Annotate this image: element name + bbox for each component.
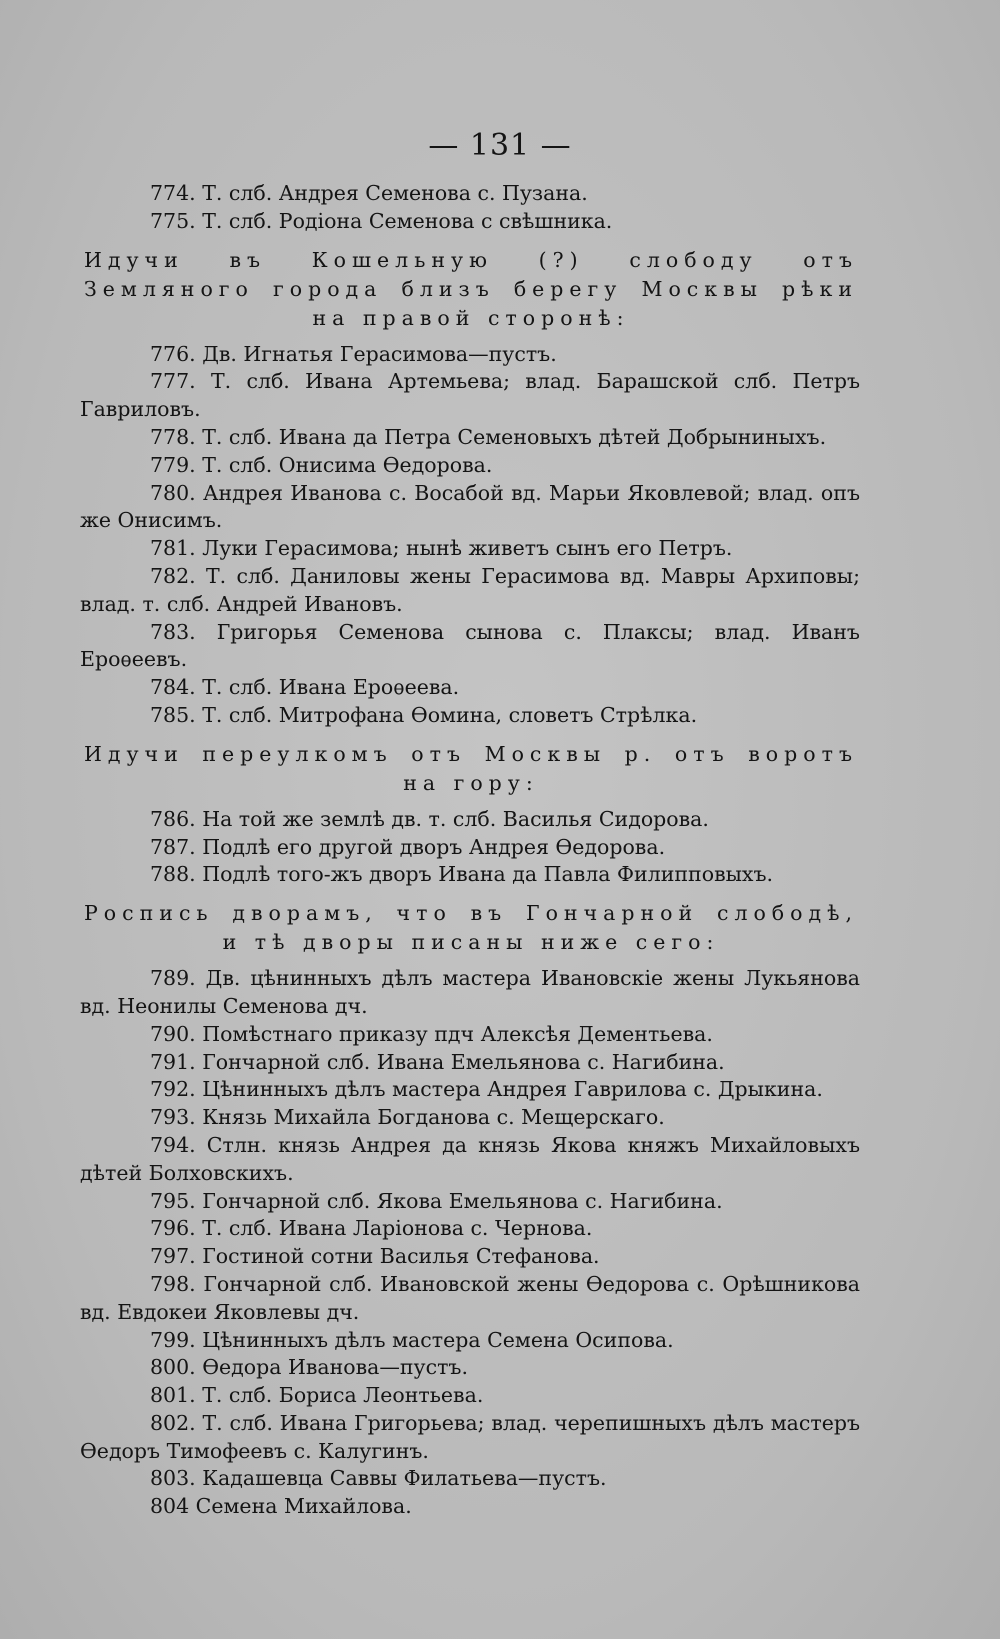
entry-text: Т. слб. Бориса Леонтьева. <box>202 1383 484 1408</box>
entry-791 <box>0 1049 1000 1077</box>
entry-796 <box>0 1215 1000 1243</box>
entry-text: Андрея Иванова с. Восабой вд. Марьи Яковлевой; влад. опъ же Онисимъ. <box>80 480 860 533</box>
entry-number: 792. <box>150 1077 196 1102</box>
entry-text: Ѳедора Иванова—пустъ. <box>202 1355 468 1380</box>
entry-801 <box>0 1382 1000 1410</box>
entry-789 <box>0 965 1000 1021</box>
entry-804 <box>0 1493 1000 1521</box>
entry-number: 785. <box>150 702 196 727</box>
entry-number: 795. <box>150 1188 196 1213</box>
entry-text: Луки Герасимова; нынѣ живетъ сынъ его Петръ. <box>202 536 733 561</box>
entry-text: На той же землѣ дв. т. слб. Василья Сидорова. <box>202 806 709 831</box>
entries-list <box>0 180 1000 1521</box>
entry-text: Кадашевца Саввы Филатьева—пустъ. <box>202 1466 607 1491</box>
entry-790 <box>0 1021 1000 1049</box>
entry-781 <box>0 535 1000 563</box>
entry-777 <box>0 368 1000 424</box>
entry-number: 789. <box>150 966 196 991</box>
entry-number: 774. <box>150 181 196 205</box>
section-heading-goncharnaya: Роспись дворамъ, что въ Гончарной слободѣ, и тѣ дворы писаны ниже сего: <box>84 901 858 955</box>
entry-text: Стлн. князь Андрея да князь Якова княжъ Михайловыхъ дѣтей Болховскихъ. <box>80 1132 860 1185</box>
entry-number: 794. <box>150 1132 196 1157</box>
entry-799 <box>0 1327 1000 1355</box>
entry-784 <box>0 674 1000 702</box>
entry-text: Т. слб. Ивана да Петра Семеновыхъ дѣтей Добрыниныхъ. <box>202 424 827 449</box>
entry-774 <box>0 180 1000 208</box>
entry-text: Т. слб. Андрея Семенова с. Пузана. <box>202 181 588 205</box>
entry-text: Подлѣ того-жъ дворъ Ивана да Павла Филипповыхъ. <box>202 862 774 887</box>
section-heading-pereulok: Идучи переулкомъ отъ Москвы р. отъ воротъ на гору: <box>84 741 858 795</box>
entry-787 <box>0 834 1000 862</box>
entry-803 <box>0 1465 1000 1493</box>
entry-795 <box>0 1188 1000 1216</box>
entry-text: Т. слб. Ивана Ероѳеева. <box>202 675 460 700</box>
entry-783 <box>0 619 1000 675</box>
entry-779 <box>0 452 1000 480</box>
entry-text: Гончарной слб. Ивановской жены Ѳедорова с. Орѣшникова вд. Евдокеи Яковлевы дч. <box>80 1271 860 1324</box>
entry-number: 804 <box>150 1494 190 1519</box>
entry-782 <box>0 563 1000 619</box>
entry-text: Дв. цѣнинныхъ дѣлъ мастера Ивановскіе жены Лукьянова вд. Неонилы Семенова дч. <box>80 966 860 1018</box>
entry-text: Дв. Игнатья Герасимова—пустъ. <box>202 341 557 366</box>
entry-number: 777. <box>150 369 196 394</box>
entry-788 <box>0 861 1000 889</box>
entry-text: Т. слб. Даниловы жены Герасимова вд. Мавры Архиповы; влад. т. слб. Андрей Ивановъ. <box>80 563 860 616</box>
entry-number: 781. <box>150 536 196 561</box>
entry-number: 791. <box>150 1049 196 1074</box>
entry-785 <box>0 702 1000 730</box>
entry-text: Т. слб. Ивана Григорьева; влад. черепишныхъ дѣлъ мастеръ Ѳедоръ Тимофеевъ с. Калугинъ. <box>80 1410 860 1463</box>
entry-number: 799. <box>150 1327 196 1352</box>
entry-text: Подлѣ его другой дворъ Андрея Ѳедорова. <box>202 834 666 859</box>
entry-775 <box>0 208 1000 236</box>
entry-778 <box>0 424 1000 452</box>
entry-792 <box>0 1076 1000 1104</box>
entry-text: Цѣнинныхъ дѣлъ мастера Андрея Гаврилова с. Дрыкина. <box>202 1077 823 1102</box>
entry-text: Т. слб. Ивана Ларіонова с. Чернова. <box>202 1216 593 1241</box>
entry-798 <box>0 1271 1000 1327</box>
entry-786 <box>0 806 1000 834</box>
entry-776 <box>0 341 1000 369</box>
entry-number: 783. <box>150 619 196 644</box>
entry-number: 778. <box>150 424 196 449</box>
entry-text: Семена Михайлова. <box>195 1494 412 1519</box>
entry-number: 797. <box>150 1244 196 1269</box>
entry-text: Гончарной слб. Ивана Емельянова с. Нагибина. <box>202 1049 725 1074</box>
entry-number: 802. <box>150 1410 196 1435</box>
entry-text: Т. слб. Ивана Артемьева; влад. Барашской слб. Петръ Гавриловъ. <box>80 369 860 422</box>
entry-text: Гончарной слб. Якова Емельянова с. Нагибина. <box>202 1188 723 1213</box>
entry-number: 784. <box>150 675 196 700</box>
entry-number: 803. <box>150 1466 196 1491</box>
entry-793 <box>0 1104 1000 1132</box>
entry-number: 787. <box>150 834 196 859</box>
entry-number: 782. <box>150 563 196 588</box>
entry-802 <box>0 1410 1000 1466</box>
page-number: — 131 — <box>428 128 572 163</box>
entry-text: Князь Михайла Богданова с. Мещерскаго. <box>202 1105 665 1130</box>
entry-800 <box>0 1354 1000 1382</box>
entry-794 <box>0 1132 1000 1188</box>
entry-number: 779. <box>150 452 196 477</box>
section-heading-koshelnaya: Идучи въ Кошельную (?) слободу отъ Земляного города близъ берегу Москвы рѣки на правой сторонѣ: <box>84 247 858 330</box>
entry-number: 800. <box>150 1355 196 1380</box>
entry-797 <box>0 1243 1000 1271</box>
entry-number: 793. <box>150 1105 196 1130</box>
entry-number: 780. <box>150 480 196 505</box>
entry-number: 796. <box>150 1216 196 1241</box>
entry-number: 798. <box>150 1271 196 1296</box>
entry-number: 775. <box>150 208 196 233</box>
entry-number: 776. <box>150 341 196 366</box>
entry-text: Гостиной сотни Василья Стефанова. <box>202 1244 600 1269</box>
entry-text: Цѣнинныхъ дѣлъ мастера Семена Осипова. <box>202 1327 674 1352</box>
entry-text: Григорья Семенова сынова с. Плаксы; влад. Иванъ Ероѳеевъ. <box>80 619 860 672</box>
entry-text: Т. слб. Родіона Семенова с свѣшника. <box>202 208 613 233</box>
entry-text: Помѣстнаго приказу пдч Алексѣя Дементьева. <box>202 1021 713 1046</box>
entry-780 <box>0 480 1000 536</box>
entry-number: 788. <box>150 862 196 887</box>
entry-number: 801. <box>150 1383 196 1408</box>
entry-number: 790. <box>150 1021 196 1046</box>
entry-number: 786. <box>150 806 196 831</box>
entry-text: Т. слб. Онисима Ѳедорова. <box>202 452 493 477</box>
entry-text: Т. слб. Митрофана Ѳомина, словетъ Стрѣлка. <box>202 702 698 727</box>
